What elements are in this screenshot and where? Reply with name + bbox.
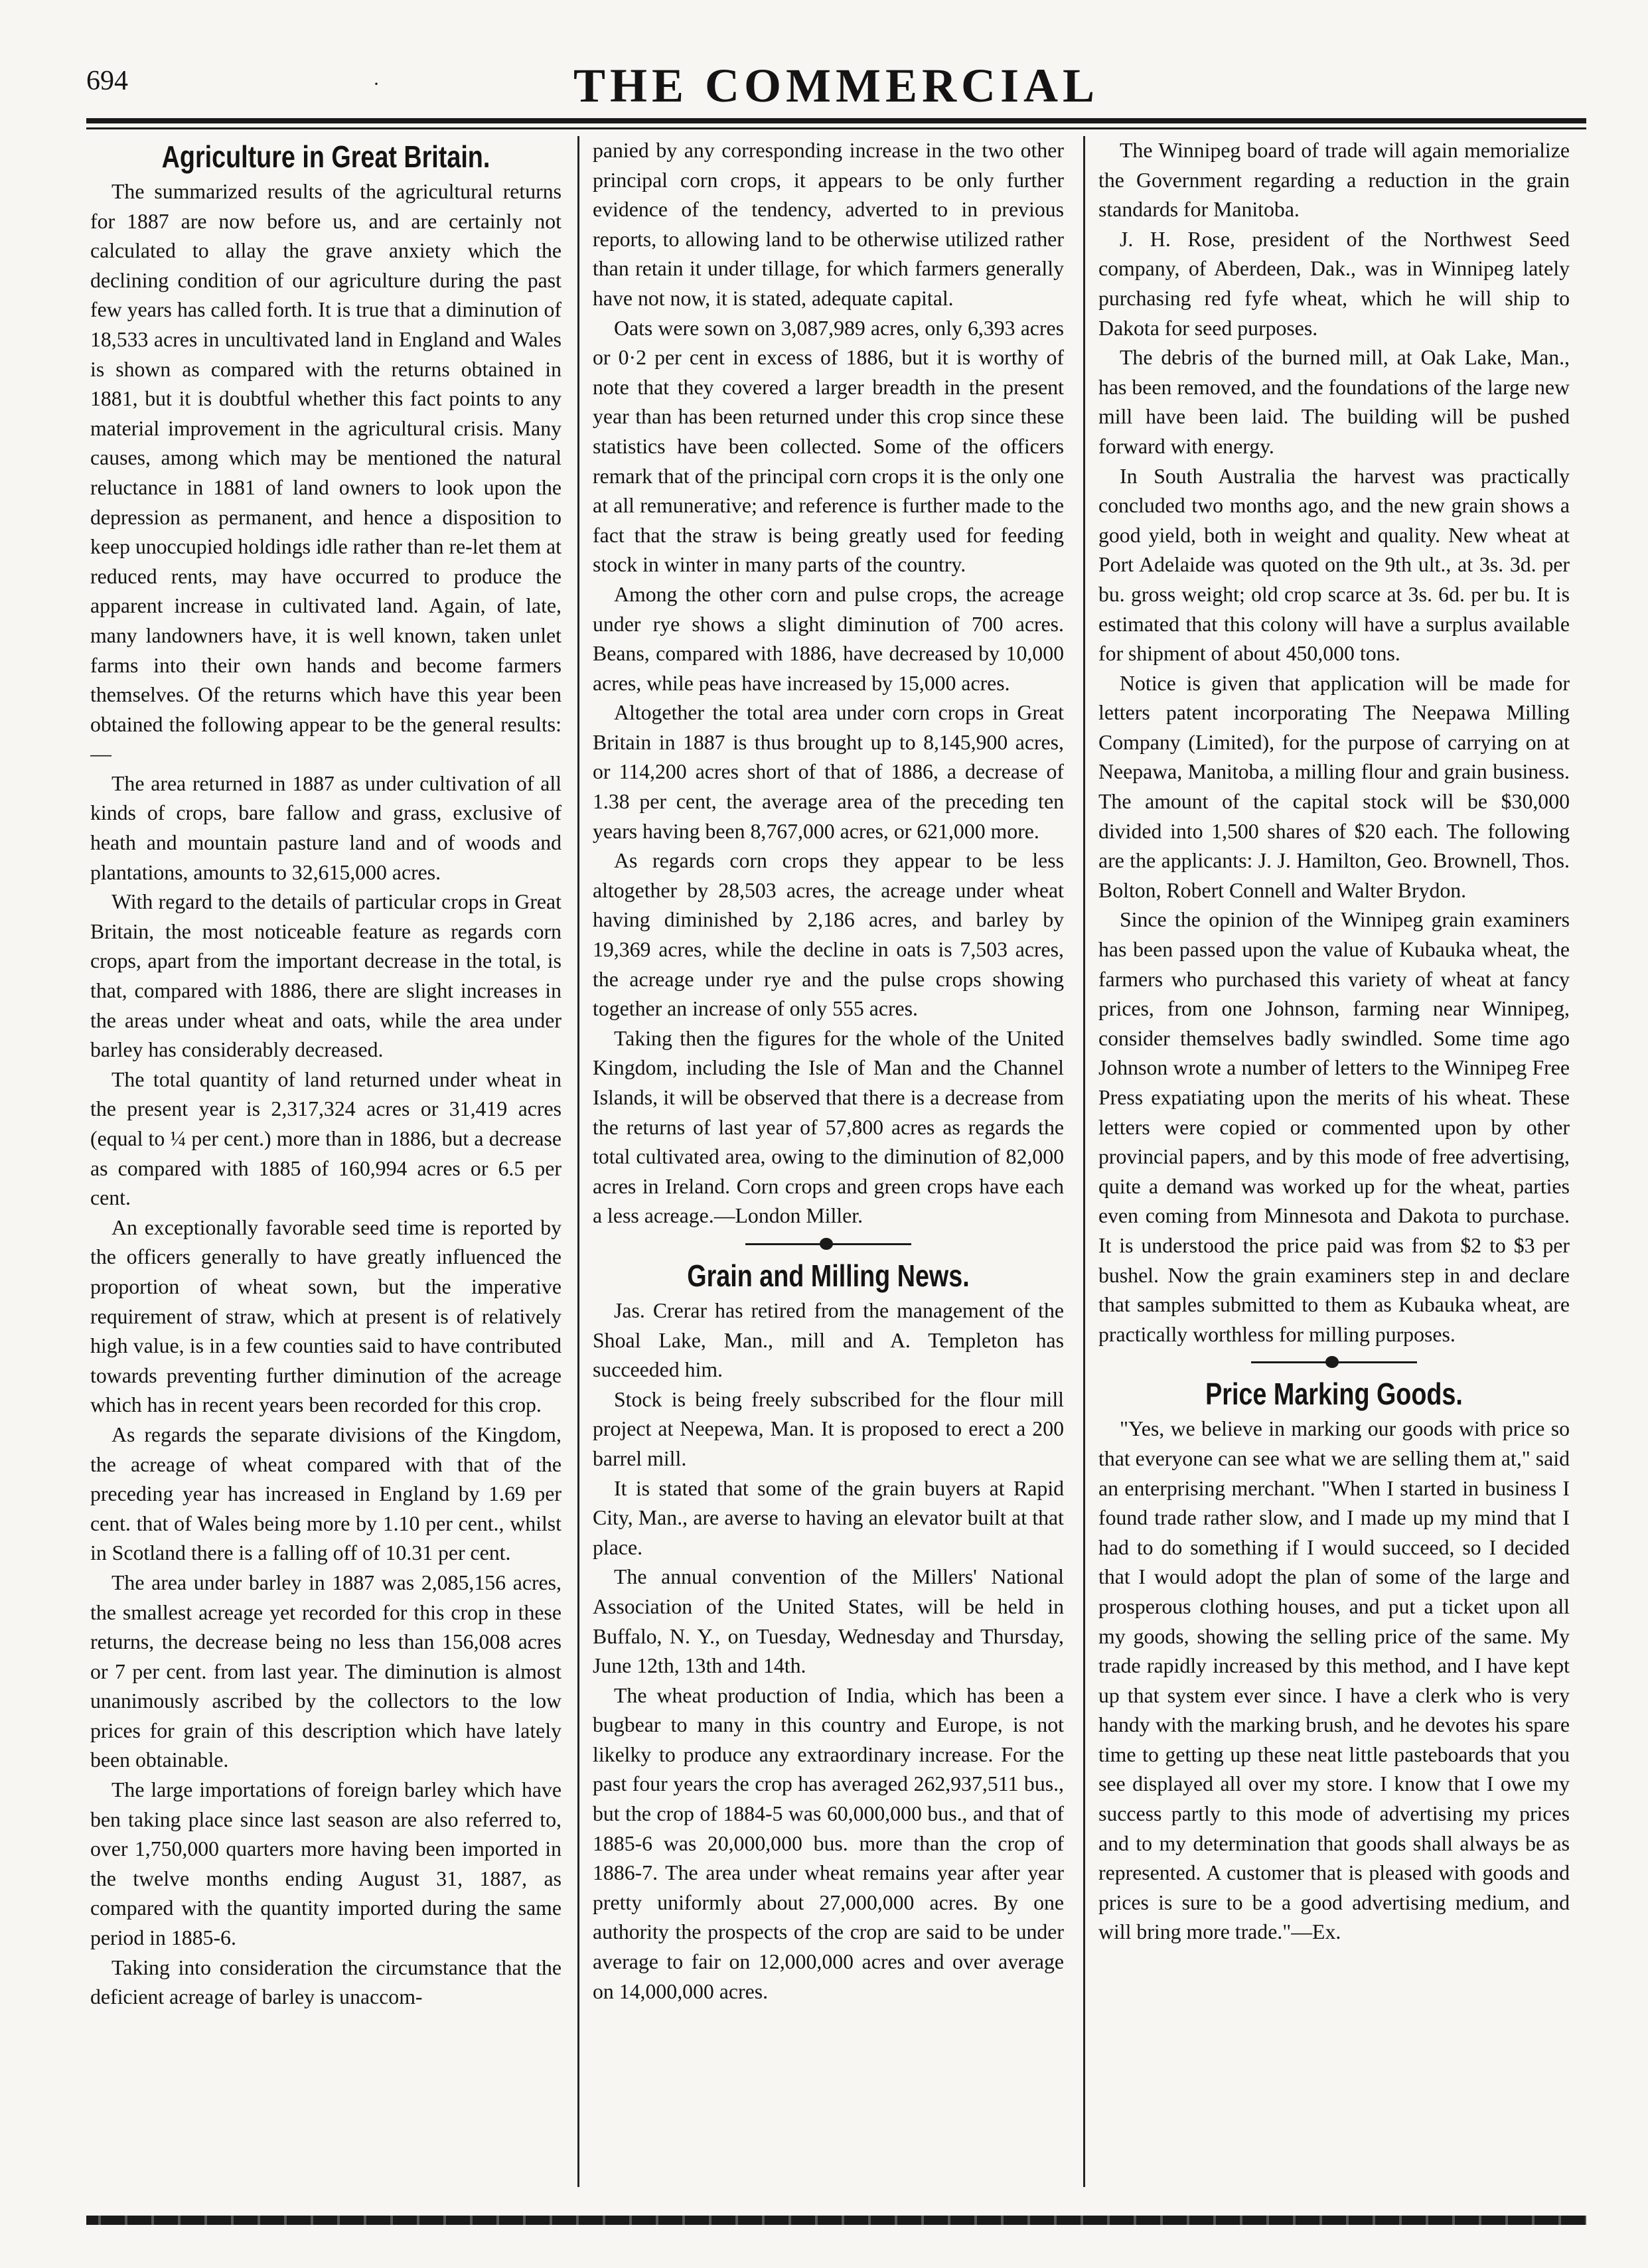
masthead-dot: · — [373, 73, 380, 95]
section-separator — [745, 1238, 911, 1250]
paragraph: In South Australia the harvest was practically concluded two months ago, and the new grain shows a good yield, both in weight and quality. New wheat at Port Adelaide was quoted on the 9th ult., at 3s. 3d. per bu. gross weight; old crop scarce at 3s. 6d. per bu. It is estimated that this colony will have a surplus available for shipment of about 450,000 tons. — [1098, 464, 1570, 666]
paragraph: Altogether the total area under corn crops in Great Britain in 1887 is thus brought up to 8,145,900 acres, or 114,200 acres short of that of 1886, a decrease of 1.38 per cent, the average area of the preceding ten years having been 8,767,000 acres, or 621,000 more. — [593, 701, 1064, 843]
masthead-rule-thick — [86, 118, 1586, 123]
paragraph: Taking then the figures for the whole of the United Kingdom, including the Isle of Man and the Channel Islands, it will be observed that there is a decrease from the returns of last year of 57,800 acres as regards the total cultivated area, owing to the diminution of 82,000 acres in Ireland. Corn crops and green crops have each a less acreage.—London Miller. — [593, 1026, 1064, 1228]
paragraph: Oats were sown on 3,087,989 acres, only 6,393 acres or 0·2 per cent in excess of 1886, but it is worthy of note that they covered a larger breadth in the present year than has been returned under this crop since these statistics have been collected. Some of the officers remark that of the principal corn crops it is the only one at all remunerative; and reference is further made to the fact that the straw is being greatly used for feeding stock in winter in many parts of the country. — [593, 316, 1064, 577]
masthead-rule-thin — [86, 127, 1586, 129]
paragraph: It is stated that some of the grain buyers at Rapid City, Man., are averse to having an elevator built at that place. — [593, 1476, 1064, 1559]
paragraph: Notice is given that application will be made for letters patent incorporating The Neepawa Milling Company (Limited), for the purpose of carrying on at Neepawa, Manitoba, a milling flour and grain business. The amount of the capital stock will be $30,000 divided into 1,500 shares of $20 each. The following are the applicants: J. J. Hamilton, Geo. Brownell, Thos. Bolton, Robert Connell and Walter Brydon. — [1098, 671, 1570, 902]
paragraph: The debris of the burned mill, at Oak Lake, Man., has been removed, and the foundations of the large new mill have been laid. The building will be pushed forward with energy. — [1098, 346, 1570, 458]
page-number: 694 — [86, 66, 128, 96]
paragraph: Since the opinion of the Winnipeg grain examiners has been passed upon the value of Kubauka wheat, the farmers who purchased this variety of wheat at fancy prices, from one Johnson, farming near Winnipeg, consider themselves badly swindled. Some time ago Johnson wrote a number of letters to the Winnipeg Free Press expatiating upon the merits of his wheat. These letters were copied or commented upon by other provincial papers, and by this mode of free advertising, quite a demand was worked up for the wheat, parties even coming from Minnesota and Dakota to purchase. It is understood the price paid was from $2 to $3 per bushel. Now the grain examiners step in and declare that samples submitted to them as Kubauka wheat, are practically worthless for milling purposes. — [1098, 908, 1570, 1346]
separator-ornament — [820, 1238, 833, 1250]
article-heading: Agriculture in Great Britain. — [161, 139, 490, 174]
paragraph: Stock is being freely subscribed for the flour mill project at Neepewa, Man. It is proposed to erect a 200 barrel mill. — [593, 1387, 1064, 1470]
paragraph: The summarized results of the agricultural returns for 1887 are now before us, and are certainly not calculated to allay the grave anxiety which the declining condition of our agriculture during the past few years has called forth. It is true that a diminution of 18,533 acres in uncultivated land in England and Wales is shown as compared with the returns obtained in 1881, but it is doubtful whether this fact points to any material improvement in the agricultural crisis. Many causes, among which may be mentioned the natural reluctance in 1881 of land owners to look upon the depression as permanent, and hence a disposition to keep unoccupied holdings idle rather than re-let them at reduced rents, may have occurred to produce the apparent increase in cultivated land. Again, of late, many landowners have, it is well known, taken unlet farms into their own hands and become farmers themselves. Of the returns which have this year been obtained the following appear to be the general results:— — [90, 180, 562, 766]
paragraph: The large importations of foreign barley which have ben taking place since last season are also referred to, over 1,750,000 quarters more having been imported in the twelve months ending August 31, 1887, as compared with the quantity imported during the same period in 1885-6. — [90, 1778, 562, 1950]
column-1 — [90, 136, 562, 2200]
masthead — [86, 59, 1586, 112]
paragraph: Taking into consideration the circumstance that the deficient acreage of barley is unaccom- — [90, 1955, 562, 2009]
bottom-rule — [86, 2216, 1586, 2225]
paragraph: The total quantity of land returned under wheat in the present year is 2,317,324 acres or 31,419 acres (equal to ¼ per cent.) more than in 1886, but a decrease as compared with 1885 of 160,994 acres or 6.5 per cent. — [90, 1067, 562, 1210]
paragraph: An exceptionally favorable seed time is reported by the officers generally to have greatly influenced the proportion of wheat sown, but the imperative requirement of straw, which at present is of relatively high value, is in a few counties said to have contributed towards preventing further diminution of the acreage which has in recent years been recorded for this crop. — [90, 1215, 562, 1417]
column-rule — [577, 136, 579, 2187]
paragraph: The area under barley in 1887 was 2,085,156 acres, the smallest acreage yet recorded for this crop in these returns, the decrease being no less than 156,008 acres or 7 per cent. from last year. The diminution is almost unanimously ascribed by the collectors to the low prices for grain of this description which have lately been obtainable. — [90, 1570, 562, 1772]
paragraph: "Yes, we believe in marking our goods with price so that everyone can see what we are selling them at," said an enterprising merchant. "When I started in business I found trade rather slow, and I made up my mind that I had to do something if I would succeed, so I decided that I would adopt the plan of some of the large and prosperous clothing houses, and put a ticket upon all my goods, showing the selling price of the same. My trade rapidly increased by this method, and I have kept up that system ever since. I have a clerk who is very handy with the marking brush, and he devotes his spare time to getting up these neat little pasteboards that you see displayed all over my store. I know that I owe my success partly to this mode of advertising my prices and to my determination that goods shall always be as represented. A customer that is pleased with goods and prices is sure to be a good advertising medium, and will bring more trade."—Ex. — [1098, 1417, 1570, 1944]
column-3 — [1098, 136, 1570, 2200]
paragraph: panied by any corresponding increase in the two other principal corn crops, it appears to be only further evidence of the tendency, adverted to in previous reports, to allowing land to be otherwise utilized rather than retain it under tillage, for which farmers generally have not now, it is stated, adequate capital. — [593, 139, 1064, 310]
paragraph: The Winnipeg board of trade will again memorialize the Government regarding a reduction in the grain standards for Manitoba. — [1098, 139, 1570, 222]
paragraph: J. H. Rose, president of the Northwest Seed company, of Aberdeen, Dak., was in Winnipeg lately purchasing red fyfe wheat, which he will ship to Dakota for seed purposes. — [1098, 227, 1570, 340]
section-separator — [1251, 1356, 1417, 1368]
paragraph: As regards the separate divisions of the Kingdom, the acreage of wheat compared with that of the preceding year has increased in England by 1.69 per cent. that of Wales being more by 1.10 per cent., whilst in Scotland there is a falling off of 10.31 per cent. — [90, 1422, 562, 1565]
paragraph: With regard to the details of particular crops in Great Britain, the most noticeable feature as regards corn crops, apart from the important decrease in the total, is that, compared with 1886, there are slight increases in the areas under wheat and oats, while the area under barley has considerably decreased. — [90, 890, 562, 1062]
paragraph: As regards corn crops they appear to be less altogether by 28,503 acres, the acreage under wheat having diminished by 2,186 acres, and barley by 19,369 acres, while the decline in oats is 7,503 acres, the acreage under rye and the pulse crops showing together an increase of only 555 acres. — [593, 849, 1064, 1021]
paragraph: Jas. Crerar has retired from the management of the Shoal Lake, Man., mill and A. Templeton has succeeded him. — [593, 1298, 1064, 1382]
article-heading: Price Marking Goods. — [1205, 1377, 1463, 1412]
separator-ornament — [1325, 1356, 1339, 1368]
paragraph: Among the other corn and pulse crops, the acreage under rye shows a slight diminution of 700 acres. Beans, compared with 1886, have decreased by 10,000 acres, while peas have increased by 15,000 acres. — [593, 582, 1064, 695]
paragraph: The area returned in 1887 as under cultivation of all kinds of crops, bare fallow and grass, exclusive of heath and mountain pasture land and of woods and plantations, amounts to 32,615,000 acres. — [90, 771, 562, 884]
journal-title: THE COMMERCIAL — [573, 59, 1100, 112]
column-2 — [593, 136, 1064, 2200]
paragraph: The wheat production of India, which has been a bugbear to many in this country and Europe, is not likelky to produce any extraordinary increase. For the past four years the crop has averaged 262,937,511 bus., but the crop of 1884-5 was 60,000,000 bus., and that of 1885-6 was 20,000,000 bus. more than the crop of 1886-7. The area under wheat remains year after year pretty uniformly about 27,000,000 acres. By one authority the prospects of the crop are said to be under average to fair on 12,000,000 acres and over average on 14,000,000 acres. — [593, 1683, 1064, 2003]
paragraph: The annual convention of the Millers' National Association of the United States, will be held in Buffalo, N. Y., on Tuesday, Wednesday and Thursday, June 12th, 13th and 14th. — [593, 1565, 1064, 1678]
column-rule — [1083, 136, 1085, 2187]
article-heading: Grain and Milling News. — [687, 1258, 970, 1293]
